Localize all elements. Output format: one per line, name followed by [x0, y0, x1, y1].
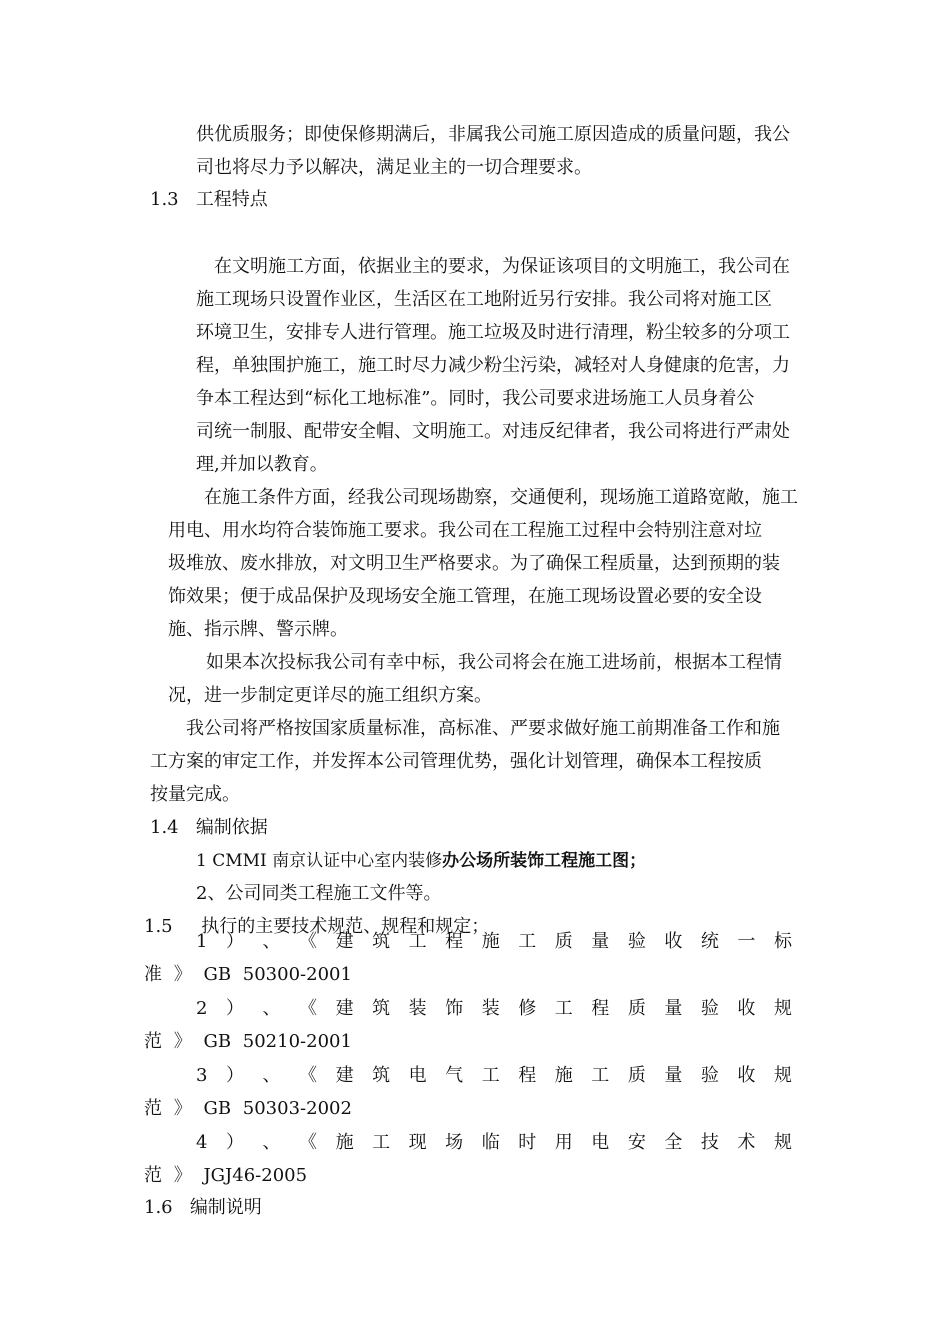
- list-item: 2、公司同类工程施工文件等。: [196, 883, 442, 904]
- text-line: 工方案的审定工作，并发挥本公司管理优势，强化计划管理，确保本工程按质: [150, 751, 762, 772]
- spec-char: 量: [664, 998, 683, 1019]
- spec-char: 验: [700, 1065, 719, 1086]
- spec-char: 筑: [372, 1065, 391, 1086]
- spec-char: ）: [225, 931, 244, 952]
- section-heading-1-4: [150, 816, 268, 840]
- text-line: 环境卫生，安排专人进行管理。施工垃圾及时进行清理，粉尘较多的分项工: [196, 322, 790, 343]
- spec-char: 工: [372, 1132, 391, 1153]
- spec-item-tail: 准 》 GB 50300-2001: [144, 964, 352, 985]
- spec-char: 技: [700, 1132, 719, 1153]
- spec-char: 量: [664, 1065, 683, 1086]
- section-title: 编制说明: [189, 1197, 262, 1218]
- spec-char: 程: [591, 998, 610, 1019]
- text-line: 程，单独围护施工，施工时尽力减少粉尘污染，减轻对人身健康的危害，力: [196, 355, 790, 376]
- text-line: 如果本次投标我公司有幸中标，我公司将会在施工进场前，根据本工程情: [206, 652, 782, 673]
- spec-char: 标: [773, 931, 792, 952]
- text-line: 施工现场只设置作业区，生活区在工地附近另行安排。我公司将对施工区: [196, 289, 772, 310]
- spec-char: 建: [335, 1065, 354, 1086]
- spec-char: 临: [481, 1132, 500, 1153]
- spec-char: 电: [591, 1132, 610, 1153]
- spec-char: 2: [196, 998, 208, 1019]
- spec-char: 安: [627, 1132, 646, 1153]
- spec-char: 量: [591, 931, 610, 952]
- spec-char: 全: [664, 1132, 683, 1153]
- spec-char: 装: [481, 998, 500, 1019]
- spec-char: 施: [554, 1065, 573, 1086]
- spec-item-line: [196, 997, 792, 1021]
- text-line: 我公司将严格按国家质量标准，高标准、严要求做好施工前期准备工作和施: [186, 718, 780, 739]
- spec-char: 、: [262, 1065, 281, 1086]
- text-line: 况，进一步制定更详尽的施工组织方案。: [168, 685, 492, 706]
- spec-char: 4: [196, 1132, 208, 1153]
- spec-char: 施: [335, 1132, 354, 1153]
- spec-char: 规: [773, 1065, 792, 1086]
- spec-char: 、: [262, 931, 281, 952]
- spec-char: 工: [591, 1065, 610, 1086]
- spec-char: 饰: [445, 998, 464, 1019]
- list-item: [196, 849, 646, 873]
- spec-char: 《: [299, 998, 318, 1019]
- text-line: 供优质服务；即使保修期满后，非属我公司施工原因造成的质量问题，我公: [196, 124, 790, 145]
- spec-char: ）: [225, 1132, 244, 1153]
- text-line: 争本工程达到“标化工地标准”。同时，我公司要求进场施工人员身着公: [196, 388, 755, 409]
- spec-item-line: [196, 1064, 792, 1088]
- section-number: 1.5: [144, 916, 173, 937]
- spec-char: 修: [518, 998, 537, 1019]
- spec-char: 3: [196, 1065, 208, 1086]
- spec-char: 程: [445, 931, 464, 952]
- spec-char: ）: [225, 998, 244, 1019]
- spec-char: 收: [737, 998, 756, 1019]
- text-line: 司也将尽力予以解决，满足业主的一切合理要求。: [196, 157, 592, 178]
- spec-item-line: [196, 930, 792, 954]
- spec-char: 建: [335, 998, 354, 1019]
- spec-item-tail: 范 》 GB 50210-2001: [144, 1031, 352, 1052]
- spec-char: 工: [554, 998, 573, 1019]
- spec-char: 施: [481, 931, 500, 952]
- spec-char: 、: [262, 1132, 281, 1153]
- spec-char: 验: [627, 931, 646, 952]
- item-text: 1 CMMI 南京认证中心室内装修: [196, 851, 443, 871]
- spec-item-line: [196, 1131, 792, 1155]
- section-title: 编制依据: [195, 817, 268, 838]
- section-heading-1-3: [150, 188, 268, 212]
- section-number: 1.4: [150, 817, 179, 838]
- spec-char: 气: [445, 1065, 464, 1086]
- section-number: 1.3: [150, 189, 179, 210]
- spec-char: 质: [627, 998, 646, 1019]
- spec-item-tail: 范 》 GB 50303-2002: [144, 1098, 352, 1119]
- section-title: 执行的主要技术规范、规程和规定；: [201, 916, 490, 937]
- spec-char: 《: [299, 1132, 318, 1153]
- spec-char: 、: [262, 998, 281, 1019]
- text-line: 按量完成。: [150, 784, 240, 805]
- spec-char: 规: [773, 1132, 792, 1153]
- spec-char: 工: [481, 1065, 500, 1086]
- spec-char: 筑: [372, 998, 391, 1019]
- spec-char: 现: [408, 1132, 427, 1153]
- text-line: 理,并加以教育。: [196, 454, 328, 475]
- spec-char: 术: [737, 1132, 756, 1153]
- spec-char: 《: [299, 1065, 318, 1086]
- text-line: 在文明施工方面，依据业主的要求，为保证该项目的文明施工，我公司在: [214, 256, 790, 277]
- text-line: 饰效果；便于成品保护及现场安全施工管理，在施工现场设置必要的安全设: [168, 586, 762, 607]
- text-line: 司统一制服、配带安全帽、文明施工。对违反纪律者，我公司将进行严肃处: [196, 421, 790, 442]
- spec-char: 工: [408, 931, 427, 952]
- section-title: 工程特点: [195, 189, 268, 210]
- spec-char: 建: [335, 931, 354, 952]
- spec-char: 时: [518, 1132, 537, 1153]
- text-line: 圾堆放、废水排放，对文明卫生严格要求。为了确保工程质量，达到预期的装: [168, 553, 780, 574]
- spec-char: 用: [554, 1132, 573, 1153]
- text-line: 用电、用水均符合装饰施工要求。我公司在工程施工过程中会特别注意对垃: [168, 520, 762, 541]
- spec-char: 收: [737, 1065, 756, 1086]
- section-number: 1.6: [144, 1197, 173, 1218]
- spec-char: 质: [627, 1065, 646, 1086]
- spec-char: 收: [664, 931, 683, 952]
- spec-char: 装: [408, 998, 427, 1019]
- spec-char: 统: [700, 931, 719, 952]
- spec-item-tail: 范 》 JGJ46-2005: [144, 1165, 308, 1186]
- spec-char: 筑: [372, 931, 391, 952]
- spec-char: 一: [737, 931, 756, 952]
- spec-char: 1: [196, 931, 208, 952]
- spec-char: 场: [445, 1132, 464, 1153]
- spec-char: 工: [518, 931, 537, 952]
- item-bold-text: 办公场所装饰工程施工图；: [442, 851, 647, 871]
- spec-char: 验: [700, 998, 719, 1019]
- spec-char: ）: [225, 1065, 244, 1086]
- text-line: 在施工条件方面，经我公司现场勘察，交通便利，现场施工道路宽敞，施工: [204, 487, 798, 508]
- spec-char: 质: [554, 931, 573, 952]
- spec-char: 规: [773, 998, 792, 1019]
- section-heading-1-6: [144, 1196, 262, 1220]
- text-line: 施、指示牌、警示牌。: [168, 619, 348, 640]
- spec-char: 电: [408, 1065, 427, 1086]
- spec-char: 《: [299, 931, 318, 952]
- spec-char: 程: [518, 1065, 537, 1086]
